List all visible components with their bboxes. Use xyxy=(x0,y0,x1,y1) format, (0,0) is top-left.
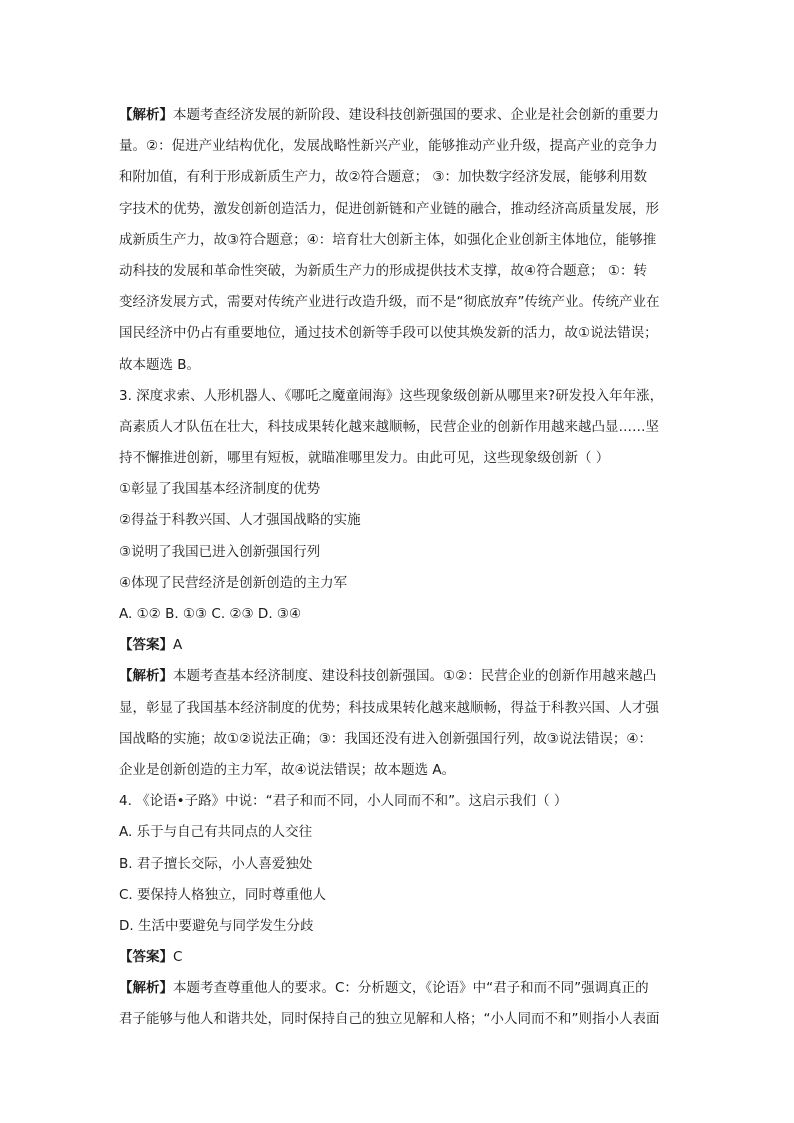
line-text: B. 君子擅长交际，小人喜爱独处 xyxy=(119,855,313,872)
line-text: 动科技的发展和革命性突破，为新质生产力的形成提供技术支撑，故④符合题意； ①：转 xyxy=(119,262,647,279)
line-text: 本题考查尊重他人的要求。C：分析题文，《论语》中“君子和而不同”强调真正的 xyxy=(173,980,649,997)
statement-item xyxy=(119,537,675,568)
text-line xyxy=(119,162,675,193)
line-text: 4. 《论语•子路》中说：“君子和而不同，小人同而不和”。这启示我们（ ） xyxy=(119,793,568,810)
line-text: A. ①② B. ①③ C. ②③ D. ③④ xyxy=(119,606,302,622)
text-line xyxy=(119,755,675,786)
line-text: 量。②：促进产业结构优化，发展战略性新兴产业，能够推动产业升级，提高产业的竞争力 xyxy=(119,138,658,155)
question-3-stem xyxy=(119,381,675,412)
line-text: 本题考查基本经济制度、建设科技创新强国。①②：民营企业的创新作用越来越凸 xyxy=(173,668,657,685)
line-text: A. 乐于与自己有共同点的人交往 xyxy=(119,824,313,841)
answer-option xyxy=(119,880,675,911)
line-text: 国战略的实施；故①②说法正确；③：我国还没有进入创新强国行列，故③说法错误；④： xyxy=(119,730,653,747)
section-label: 【解析】 xyxy=(119,980,173,997)
line-text: 持不懈推进创新，哪里有短板，就瞄准哪里发力。由此可见，这些现象级创新（ ） xyxy=(119,450,610,467)
line-text: 国民经济中仍占有重要地位，通过技术创新等手段可以使其焕发新的活力，故①说法错误； xyxy=(119,325,658,342)
statement-item xyxy=(119,505,675,536)
answer-option xyxy=(119,849,675,880)
section-label: 【答案】 xyxy=(119,637,173,654)
document-body xyxy=(119,100,675,1036)
answer-option xyxy=(119,911,675,942)
answer-line xyxy=(119,942,675,973)
text-line xyxy=(119,318,675,349)
line-text: 3. 深度求索、人形机器人、《哪吒之魔童闹海》这些现象级创新从哪里来?研发投入年年涨， xyxy=(119,387,664,404)
line-text: ③说明了我国已进入创新强国行列 xyxy=(119,543,321,560)
text-line xyxy=(119,350,675,381)
line-text: 成新质生产力，故③符合题意；④：培育壮大创新主体，如强化企业创新主体地位，能够推 xyxy=(119,231,657,248)
line-text: A xyxy=(173,637,183,654)
question-4-stem xyxy=(119,786,675,817)
line-text: ①彰显了我国基本经济制度的优势 xyxy=(119,481,321,498)
answer-option xyxy=(119,817,675,848)
line-text: ②得益于科教兴国、人才强国战略的实施 xyxy=(119,512,361,529)
line-text: 故本题选 B。 xyxy=(119,356,201,373)
text-line xyxy=(119,1004,675,1035)
text-line xyxy=(119,973,675,1004)
line-text: C xyxy=(173,949,183,966)
text-line xyxy=(119,131,675,162)
text-line xyxy=(119,287,675,318)
line-text: 企业是创新创造的主力军，故④说法错误；故本题选 A。 xyxy=(119,761,456,778)
text-line xyxy=(119,225,675,256)
line-text: 显，彰显了我国基本经济制度的优势；科技成果转化越来越顺畅，得益于科教兴国、人才强 xyxy=(119,699,659,716)
statement-item xyxy=(119,474,675,505)
text-line xyxy=(119,100,675,131)
line-text: ④体现了民营经济是创新创造的主力军 xyxy=(119,574,348,591)
text-line xyxy=(119,693,675,724)
text-line xyxy=(119,724,675,755)
text-line xyxy=(119,194,675,225)
answer-options xyxy=(119,599,675,630)
text-line xyxy=(119,443,675,474)
answer-line xyxy=(119,630,675,661)
line-text: 君子能够与他人和谐共处，同时保持自己的独立见解和人格；“小人同而不和”则指小人表面 xyxy=(119,1011,660,1028)
line-text: 变经济发展方式，需要对传统产业进行改造升级，而不是“彻底放弃”传统产业。传统产业在 xyxy=(119,294,660,311)
section-label: 【解析】 xyxy=(119,668,173,685)
section-label: 【答案】 xyxy=(119,949,173,966)
line-text: 和附加值，有利于形成新质生产力，故②符合题意； ③：加快数字经济发展，能够利用数 xyxy=(119,169,647,186)
text-line xyxy=(119,412,675,443)
line-text: D. 生活中要避免与同学发生分歧 xyxy=(119,917,314,934)
line-text: 本题考查经济发展的新阶段、建设科技创新强国的要求、企业是社会创新的重要力 xyxy=(173,107,659,123)
line-text: 字技术的优势，激发创新创造活力，促进创新链和产业链的融合，推动经济高质量发展，形 xyxy=(119,200,659,217)
section-label: 【解析】 xyxy=(119,107,173,123)
line-text: C. 要保持人格独立，同时尊重他人 xyxy=(119,886,327,903)
text-line xyxy=(119,661,675,692)
text-line xyxy=(119,256,675,287)
statement-item xyxy=(119,568,675,599)
line-text: 高素质人才队伍在壮大，科技成果转化越来越顺畅，民营企业的创新作用越来越凸显……坚 xyxy=(119,418,659,435)
